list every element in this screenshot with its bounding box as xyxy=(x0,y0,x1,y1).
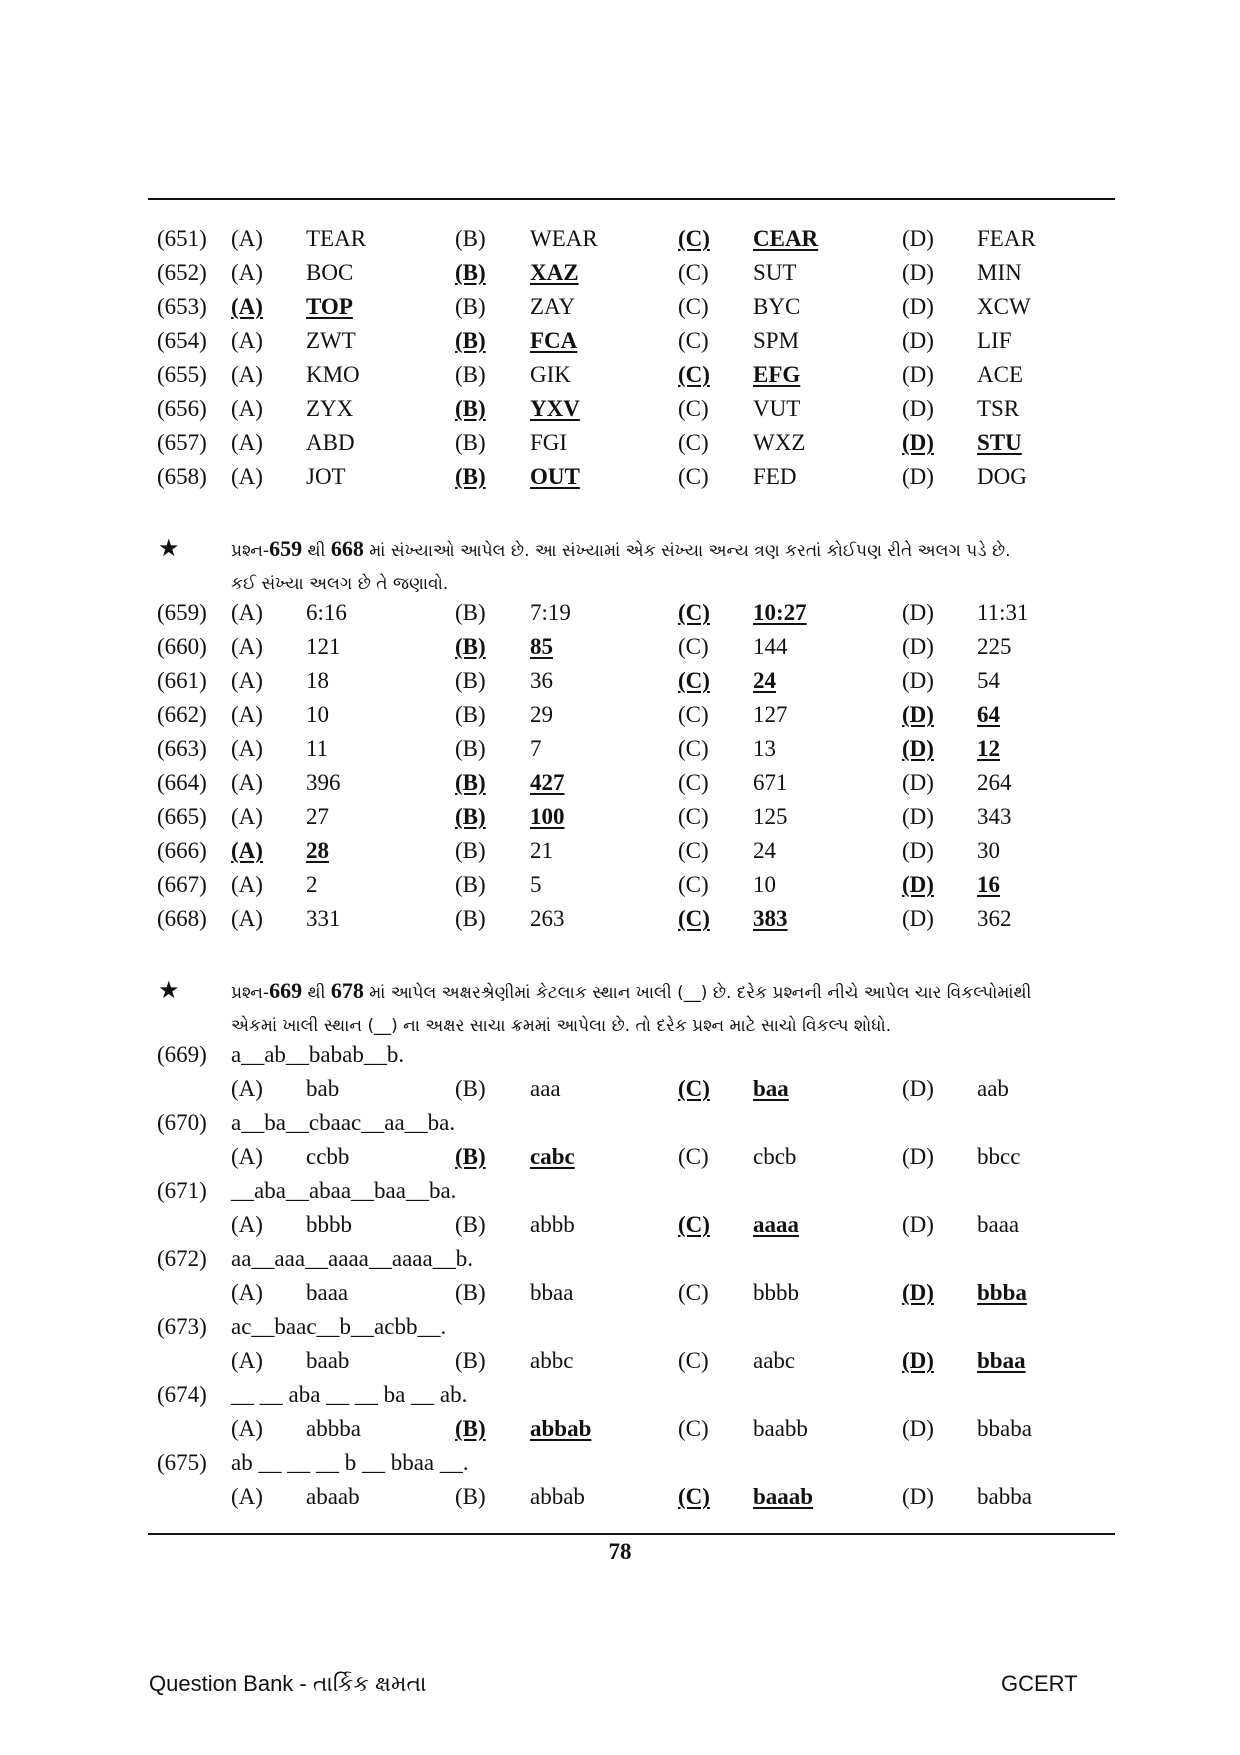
option-value-c: bbbb xyxy=(753,1280,799,1305)
option-value-c: 10 xyxy=(753,872,776,897)
option-label-c: (C) xyxy=(678,328,709,353)
option-label-c: (C) xyxy=(678,668,710,693)
option-label-b: (B) xyxy=(455,600,486,625)
footer-publisher: GCERT xyxy=(1001,1671,1078,1696)
option-value-a: ccbb xyxy=(306,1144,350,1169)
option-label-a: (A) xyxy=(231,396,263,421)
option-value-c: FED xyxy=(753,464,797,489)
option-label-d: (D) xyxy=(902,1348,934,1373)
option-label-a: (A) xyxy=(231,1280,263,1305)
option-label-d: (D) xyxy=(902,260,934,285)
option-label-a: (A) xyxy=(231,600,263,625)
option-value-a: abaab xyxy=(306,1484,360,1509)
question-row xyxy=(0,698,1240,732)
option-value-c: 144 xyxy=(753,634,788,659)
question-pattern: ac__baac__b__acbb__. xyxy=(231,1314,447,1339)
option-value-a: bab xyxy=(306,1076,340,1101)
option-label-d: (D) xyxy=(902,294,934,319)
option-label-a: (A) xyxy=(231,872,263,897)
option-value-d: 225 xyxy=(977,634,1012,659)
question-row xyxy=(0,800,1240,834)
option-value-d: 16 xyxy=(977,872,1000,897)
option-value-b: cabc xyxy=(530,1144,575,1169)
option-row xyxy=(0,1140,1240,1174)
option-label-a: (A) xyxy=(231,668,263,693)
option-value-b: 263 xyxy=(530,906,565,931)
option-value-a: 18 xyxy=(306,668,329,693)
option-label-c: (C) xyxy=(678,1076,710,1101)
option-value-b: 29 xyxy=(530,702,553,727)
option-label-a: (A) xyxy=(231,702,263,727)
option-label-a: (A) xyxy=(231,430,263,455)
option-value-b: FCA xyxy=(530,328,578,353)
option-row xyxy=(0,1208,1240,1242)
question-number: (654) xyxy=(157,328,207,353)
option-value-c: VUT xyxy=(753,396,801,421)
question-pattern: ab __ __ __ b __ bbaa __. xyxy=(231,1450,469,1475)
option-value-a: 10 xyxy=(306,702,329,727)
option-value-b: bbaa xyxy=(530,1280,574,1305)
option-label-a: (A) xyxy=(231,1212,263,1237)
question-number: (655) xyxy=(157,362,207,387)
option-label-d: (D) xyxy=(902,328,934,353)
option-label-b: (B) xyxy=(455,1144,486,1169)
question-list xyxy=(0,222,1240,1514)
question-row xyxy=(0,324,1240,358)
option-label-d: (D) xyxy=(902,464,934,489)
option-label-c: (C) xyxy=(678,1212,710,1237)
option-value-d: aab xyxy=(977,1076,1009,1101)
option-value-a: BOC xyxy=(306,260,354,285)
option-value-a: 27 xyxy=(306,804,329,829)
option-value-a: 331 xyxy=(306,906,341,931)
option-label-c: (C) xyxy=(678,362,710,387)
option-label-d: (D) xyxy=(902,600,934,625)
questions-651-658 xyxy=(0,222,1240,494)
question-number: (672) xyxy=(157,1246,207,1271)
question-pattern: __ __ aba __ __ ba __ ab. xyxy=(231,1382,468,1407)
option-value-d: babba xyxy=(977,1484,1032,1509)
option-value-c: cbcb xyxy=(753,1144,797,1169)
question-row xyxy=(0,1242,1240,1276)
option-value-a: baaa xyxy=(306,1280,349,1305)
question-row xyxy=(0,426,1240,460)
option-label-a: (A) xyxy=(231,260,263,285)
option-label-c: (C) xyxy=(678,600,710,625)
option-value-b: abbb xyxy=(530,1212,575,1237)
option-label-b: (B) xyxy=(455,634,486,659)
option-value-a: KMO xyxy=(306,362,360,387)
option-value-a: TOP xyxy=(306,294,353,319)
option-label-b: (B) xyxy=(455,396,486,421)
star-icon: ★ xyxy=(158,976,180,1004)
page-number: 78 xyxy=(608,1539,632,1564)
option-value-c: WXZ xyxy=(753,430,806,455)
option-label-a: (A) xyxy=(231,1076,263,1101)
option-value-c: SPM xyxy=(753,328,800,353)
option-value-d: 64 xyxy=(977,702,1000,727)
option-label-d: (D) xyxy=(902,736,934,761)
option-value-c: 671 xyxy=(753,770,788,795)
option-value-d: STU xyxy=(977,430,1022,455)
option-label-c: (C) xyxy=(678,906,710,931)
option-label-b: (B) xyxy=(455,838,486,863)
option-label-a: (A) xyxy=(231,294,263,319)
question-pattern: aa__aaa__aaaa__aaaa__b. xyxy=(231,1246,473,1271)
option-label-b: (B) xyxy=(455,430,486,455)
question-number: (653) xyxy=(157,294,207,319)
option-value-c: aaaa xyxy=(753,1212,799,1237)
option-value-a: ZYX xyxy=(306,396,354,421)
option-value-b: 100 xyxy=(530,804,565,829)
option-label-a: (A) xyxy=(231,362,263,387)
option-label-c: (C) xyxy=(678,294,709,319)
option-label-d: (D) xyxy=(902,702,934,727)
option-label-a: (A) xyxy=(231,1348,263,1373)
option-label-a: (A) xyxy=(231,328,263,353)
question-row xyxy=(0,1310,1240,1344)
option-label-a: (A) xyxy=(231,770,263,795)
option-label-a: (A) xyxy=(231,634,263,659)
question-row xyxy=(0,222,1240,256)
question-number: (664) xyxy=(157,770,207,795)
question-row xyxy=(0,902,1240,936)
question-row xyxy=(0,766,1240,800)
option-label-d: (D) xyxy=(902,838,934,863)
option-value-b: 427 xyxy=(530,770,565,795)
option-label-c: (C) xyxy=(678,396,709,421)
option-label-d: (D) xyxy=(902,430,934,455)
option-label-c: (C) xyxy=(678,872,709,897)
question-number: (666) xyxy=(157,838,207,863)
question-row xyxy=(0,392,1240,426)
option-label-a: (A) xyxy=(231,906,263,931)
question-row xyxy=(0,630,1240,664)
option-value-d: DOG xyxy=(977,464,1027,489)
option-row xyxy=(0,1412,1240,1446)
option-value-b: abbc xyxy=(530,1348,574,1373)
option-value-d: LIF xyxy=(977,328,1012,353)
option-value-c: 127 xyxy=(753,702,788,727)
option-label-c: (C) xyxy=(678,1484,710,1509)
question-number: (667) xyxy=(157,872,207,897)
question-row xyxy=(0,1446,1240,1480)
option-label-d: (D) xyxy=(902,1280,934,1305)
option-label-a: (A) xyxy=(231,1484,263,1509)
option-value-b: OUT xyxy=(530,464,580,489)
question-row xyxy=(0,868,1240,902)
question-number: (663) xyxy=(157,736,207,761)
question-number: (673) xyxy=(157,1314,207,1339)
option-value-b: WEAR xyxy=(530,226,598,251)
option-label-c: (C) xyxy=(678,736,709,761)
option-value-a: 2 xyxy=(306,872,318,897)
option-label-a: (A) xyxy=(231,226,263,251)
option-label-c: (C) xyxy=(678,770,709,795)
option-value-b: 36 xyxy=(530,668,553,693)
question-row xyxy=(0,1378,1240,1412)
footer-rule xyxy=(148,1533,1115,1535)
option-value-c: 13 xyxy=(753,736,776,761)
option-label-b: (B) xyxy=(455,804,486,829)
question-number: (669) xyxy=(157,1042,207,1067)
question-number: (658) xyxy=(157,464,207,489)
option-value-a: abbba xyxy=(306,1416,361,1441)
option-value-d: 54 xyxy=(977,668,1000,693)
option-label-b: (B) xyxy=(455,1280,486,1305)
question-row xyxy=(0,460,1240,494)
option-value-b: aaa xyxy=(530,1076,561,1101)
option-label-c: (C) xyxy=(678,1144,709,1169)
option-label-b: (B) xyxy=(455,328,486,353)
star-icon: ★ xyxy=(158,534,180,562)
question-row xyxy=(0,358,1240,392)
option-label-b: (B) xyxy=(455,464,486,489)
question-number: (659) xyxy=(157,600,207,625)
option-label-c: (C) xyxy=(678,430,709,455)
option-value-d: TSR xyxy=(977,396,1020,421)
option-value-d: bbcc xyxy=(977,1144,1021,1169)
option-label-d: (D) xyxy=(902,770,934,795)
option-value-b: GIK xyxy=(530,362,571,387)
option-row xyxy=(0,1276,1240,1310)
option-label-d: (D) xyxy=(902,396,934,421)
option-label-d: (D) xyxy=(902,634,934,659)
option-value-d: MIN xyxy=(977,260,1022,285)
option-label-c: (C) xyxy=(678,226,710,251)
option-value-d: bbaba xyxy=(977,1416,1032,1441)
option-value-a: 6:16 xyxy=(306,600,347,625)
option-label-d: (D) xyxy=(902,804,934,829)
option-value-b: 7 xyxy=(530,736,542,761)
question-row xyxy=(0,1106,1240,1140)
option-value-c: EFG xyxy=(753,362,801,387)
option-label-d: (D) xyxy=(902,226,934,251)
option-value-d: 343 xyxy=(977,804,1012,829)
option-value-d: bbaa xyxy=(977,1348,1026,1373)
question-number: (675) xyxy=(157,1450,207,1475)
option-label-b: (B) xyxy=(455,1348,486,1373)
question-number: (660) xyxy=(157,634,207,659)
option-label-d: (D) xyxy=(902,1484,934,1509)
option-value-a: ZWT xyxy=(306,328,356,353)
option-label-a: (A) xyxy=(231,1416,263,1441)
option-value-b: 5 xyxy=(530,872,542,897)
option-value-c: CEAR xyxy=(753,226,819,251)
question-row xyxy=(0,1038,1240,1072)
option-label-d: (D) xyxy=(902,1144,934,1169)
option-value-c: baa xyxy=(753,1076,789,1101)
option-value-b: 85 xyxy=(530,634,553,659)
option-label-d: (D) xyxy=(902,668,934,693)
option-value-c: baaab xyxy=(753,1484,814,1509)
option-value-a: bbbb xyxy=(306,1212,352,1237)
option-label-d: (D) xyxy=(902,1212,934,1237)
option-label-c: (C) xyxy=(678,464,709,489)
option-value-a: TEAR xyxy=(306,226,367,251)
option-value-a: 396 xyxy=(306,770,341,795)
option-value-c: 24 xyxy=(753,838,776,863)
option-label-c: (C) xyxy=(678,260,709,285)
option-label-c: (C) xyxy=(678,838,709,863)
option-label-a: (A) xyxy=(231,838,263,863)
option-label-b: (B) xyxy=(455,1212,486,1237)
option-value-c: SUT xyxy=(753,260,797,285)
option-value-a: ABD xyxy=(306,430,355,455)
option-value-a: 121 xyxy=(306,634,341,659)
option-value-d: 11:31 xyxy=(977,600,1029,625)
question-pattern: a__ab__babab__b. xyxy=(231,1042,405,1067)
option-label-b: (B) xyxy=(455,770,486,795)
option-label-a: (A) xyxy=(231,1144,263,1169)
option-label-d: (D) xyxy=(902,906,934,931)
footer-title: Question Bank - તાર્કિક ક્ષમતા xyxy=(149,1671,427,1696)
option-label-c: (C) xyxy=(678,804,709,829)
option-label-c: (C) xyxy=(678,702,709,727)
option-value-c: 24 xyxy=(753,668,776,693)
question-row xyxy=(0,256,1240,290)
question-row xyxy=(0,596,1240,630)
question-number: (671) xyxy=(157,1178,207,1203)
question-row xyxy=(0,1174,1240,1208)
option-row xyxy=(0,1480,1240,1514)
question-number: (668) xyxy=(157,906,207,931)
option-label-c: (C) xyxy=(678,634,709,659)
question-number: (656) xyxy=(157,396,207,421)
option-label-a: (A) xyxy=(231,736,263,761)
option-value-d: XCW xyxy=(977,294,1031,319)
option-label-b: (B) xyxy=(455,362,486,387)
option-value-d: bbba xyxy=(977,1280,1027,1305)
option-value-d: 30 xyxy=(977,838,1000,863)
option-value-c: 125 xyxy=(753,804,788,829)
question-number: (674) xyxy=(157,1382,207,1407)
option-label-d: (D) xyxy=(902,1076,934,1101)
option-row xyxy=(0,1072,1240,1106)
question-number: (661) xyxy=(157,668,207,693)
question-row xyxy=(0,732,1240,766)
option-label-b: (B) xyxy=(455,736,486,761)
option-label-c: (C) xyxy=(678,1280,709,1305)
option-value-c: 10:27 xyxy=(753,600,807,625)
question-number: (652) xyxy=(157,260,207,285)
option-value-b: 21 xyxy=(530,838,553,863)
question-number: (665) xyxy=(157,804,207,829)
questions-669-675 xyxy=(0,1038,1240,1514)
option-label-b: (B) xyxy=(455,294,486,319)
option-label-b: (B) xyxy=(455,260,486,285)
option-label-b: (B) xyxy=(455,1076,486,1101)
option-label-d: (D) xyxy=(902,1416,934,1441)
option-value-a: JOT xyxy=(306,464,346,489)
option-row xyxy=(0,1344,1240,1378)
option-value-a: baab xyxy=(306,1348,350,1373)
option-value-a: 28 xyxy=(306,838,329,863)
option-label-b: (B) xyxy=(455,872,486,897)
questions-659-668 xyxy=(0,596,1240,936)
question-row xyxy=(0,834,1240,868)
option-value-b: XAZ xyxy=(530,260,579,285)
option-label-c: (C) xyxy=(678,1416,709,1441)
option-label-b: (B) xyxy=(455,226,486,251)
option-value-c: 383 xyxy=(753,906,788,931)
option-label-b: (B) xyxy=(455,1416,486,1441)
option-label-b: (B) xyxy=(455,1484,486,1509)
option-value-d: 362 xyxy=(977,906,1012,931)
option-label-d: (D) xyxy=(902,362,934,387)
option-label-a: (A) xyxy=(231,804,263,829)
option-label-a: (A) xyxy=(231,464,263,489)
option-value-b: abbab xyxy=(530,1484,585,1509)
option-value-c: BYC xyxy=(753,294,801,319)
option-value-b: FGI xyxy=(530,430,568,455)
option-label-d: (D) xyxy=(902,872,934,897)
instruction-669-678: ★ પ્રશ્ન-669 થી 678 માં આપેલ અક્ષરશ્રેણીમાં કેટલાક સ્થાન ખાલી (__) છે. દરેક પ્રશ્નની નીચે આપેલ ચાર વિકલ્પોમાંથી એકમાં ખાલી સ્થાન (__) ના અક્ષર સાચા ક્રમમાં આપેલા છે. તો દરેક પ્રશ્ન માટે સાચો વિકલ્પ શોધો. xyxy=(158,976,1032,1036)
question-number: (657) xyxy=(157,430,207,455)
option-label-b: (B) xyxy=(455,668,486,693)
option-label-c: (C) xyxy=(678,1348,709,1373)
option-value-d: baaa xyxy=(977,1212,1020,1237)
option-label-b: (B) xyxy=(455,702,486,727)
question-number: (651) xyxy=(157,226,207,251)
option-value-b: YXV xyxy=(530,396,580,421)
question-row xyxy=(0,290,1240,324)
option-value-b: 7:19 xyxy=(530,600,571,625)
option-value-d: FEAR xyxy=(977,226,1036,251)
instruction-659-668: ★ પ્રશ્ન-659 થી 668 માં સંખ્યાઓ આપેલ છે. આ સંખ્યામાં એક સંખ્યા અન્ય ત્રણ કરતાં કોઈપણ રીતે અલગ પડે છે. કઈ સંખ્યા અલગ છે તે જણાવો. xyxy=(158,534,1011,594)
question-number: (670) xyxy=(157,1110,207,1135)
option-label-b: (B) xyxy=(455,906,486,931)
option-value-d: 12 xyxy=(977,736,1000,761)
option-value-b: ZAY xyxy=(530,294,576,319)
option-value-d: ACE xyxy=(977,362,1023,387)
option-value-c: aabc xyxy=(753,1348,796,1373)
option-value-b: abbab xyxy=(530,1416,592,1441)
question-pattern: __aba__abaa__baa__ba. xyxy=(231,1178,457,1203)
question-row xyxy=(0,664,1240,698)
option-value-d: 264 xyxy=(977,770,1012,795)
option-value-a: 11 xyxy=(306,736,329,761)
option-value-c: baabb xyxy=(753,1416,808,1441)
question-pattern: a__ba__cbaac__aa__ba. xyxy=(231,1110,456,1135)
question-number: (662) xyxy=(157,702,207,727)
header-rule xyxy=(148,198,1115,200)
